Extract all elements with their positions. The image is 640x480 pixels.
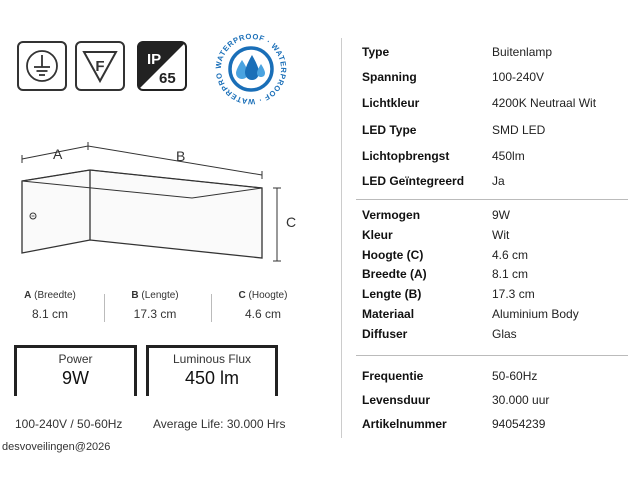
dimension-caption-a [2, 290, 98, 301]
dimension-name-c: (Hoogte) [245, 290, 288, 301]
spec-value: 100-240V [492, 70, 545, 84]
spec-key: Vermogen [362, 208, 421, 222]
spec-value: 8.1 cm [492, 267, 529, 281]
dimension-letter-c: C [238, 290, 246, 301]
spec-value: 17.3 cm [492, 287, 535, 301]
power-value: 9W [62, 368, 89, 388]
lamp-dimension-diagram [0, 140, 310, 280]
f-mark-letter: F [95, 58, 105, 75]
ip-number: 65 [159, 70, 176, 87]
spec-value: 94054239 [492, 417, 546, 431]
voltage-frequency-text: 100-240V / 50-60Hz [15, 417, 123, 431]
power-box [14, 345, 137, 396]
spec-row [362, 208, 632, 228]
spec-key: Hoogte (C) [362, 248, 424, 262]
ip-rating-icon [137, 41, 187, 91]
power-label: Power [58, 352, 93, 366]
spec-value: Aluminium Body [492, 307, 579, 321]
average-life-text: Average Life: 30.000 Hrs [153, 417, 286, 431]
spec-row [362, 307, 632, 327]
spec-key: Frequentie [362, 369, 424, 383]
diagram-label-a: A [53, 146, 63, 162]
spec-row [362, 228, 632, 248]
spec-row [362, 149, 632, 169]
spec-row [362, 267, 632, 287]
waterproof-ring-text: WATERPROOF · WATERPROOF · WATERPRO [213, 31, 289, 107]
spec-key: Diffuser [362, 327, 408, 341]
spec-key: Materiaal [362, 307, 415, 321]
spec-row [362, 287, 632, 307]
spec-value: Buitenlamp [492, 45, 553, 59]
spec-value: SMD LED [492, 123, 546, 137]
dimension-caption-c [215, 290, 311, 301]
spec-row [362, 393, 632, 413]
spec-row [362, 327, 632, 347]
diagram-label-b: B [176, 148, 186, 164]
waterproof-badge-icon [212, 30, 290, 108]
dimension-letter-a: A [24, 290, 32, 301]
dimension-value-b: 17.3 cm [133, 307, 177, 321]
spec-row [362, 96, 632, 116]
spec-value: Wit [492, 228, 510, 242]
spec-row [362, 369, 632, 389]
dimension-name-b: (Lengte) [138, 290, 179, 301]
dimension-divider [104, 294, 105, 322]
diagram-label-c: C [286, 214, 297, 230]
dimension-name-a: (Breedte) [31, 290, 76, 301]
spec-row [362, 45, 632, 65]
spec-row [362, 248, 632, 268]
spec-key: Lichtkleur [362, 96, 420, 110]
spec-row [362, 70, 632, 90]
earth-ground-icon [17, 41, 67, 91]
spec-group-divider [356, 199, 628, 200]
spec-key: Spanning [362, 70, 417, 84]
spec-key: LED Type [362, 123, 417, 137]
spec-key: Levensduur [362, 393, 431, 407]
spec-value: 450lm [492, 149, 525, 163]
spec-row [362, 417, 632, 437]
luminous-flux-box [146, 345, 278, 396]
spec-value: 50-60Hz [492, 369, 538, 383]
spec-key: Type [362, 45, 390, 59]
spec-key: Artikelnummer [362, 417, 447, 431]
dimension-value-c: 4.6 cm [244, 307, 281, 321]
dimension-letter-b: B [131, 290, 139, 301]
spec-value: 4200K Neutraal Wit [492, 96, 597, 110]
spec-value: 30.000 uur [492, 393, 550, 407]
spec-row [362, 123, 632, 143]
spec-row [362, 174, 632, 194]
ip-label: IP [147, 51, 162, 68]
luminous-flux-value: 450 lm [184, 368, 240, 388]
dimension-divider [211, 294, 212, 322]
spec-key: Kleur [362, 228, 393, 242]
spec-key: Breedte (A) [362, 267, 427, 281]
spec-group-divider [356, 355, 628, 356]
spec-value: Ja [492, 174, 505, 188]
spec-key: LED Geïntegreerd [362, 174, 465, 188]
dimension-caption-b [107, 290, 203, 301]
f-mark-icon [75, 41, 125, 91]
luminous-flux-label: Luminous Flux [172, 352, 252, 366]
watermark-text: desvoveilingen@2026 [2, 441, 111, 453]
spec-column-divider [341, 38, 342, 438]
spec-key: Lichtopbrengst [362, 149, 450, 163]
spec-value: 4.6 cm [492, 248, 529, 262]
spec-value: 9W [492, 208, 510, 222]
dimension-value-a: 8.1 cm [31, 307, 68, 321]
spec-key: Lengte (B) [362, 287, 422, 301]
spec-value: Glas [492, 327, 517, 341]
